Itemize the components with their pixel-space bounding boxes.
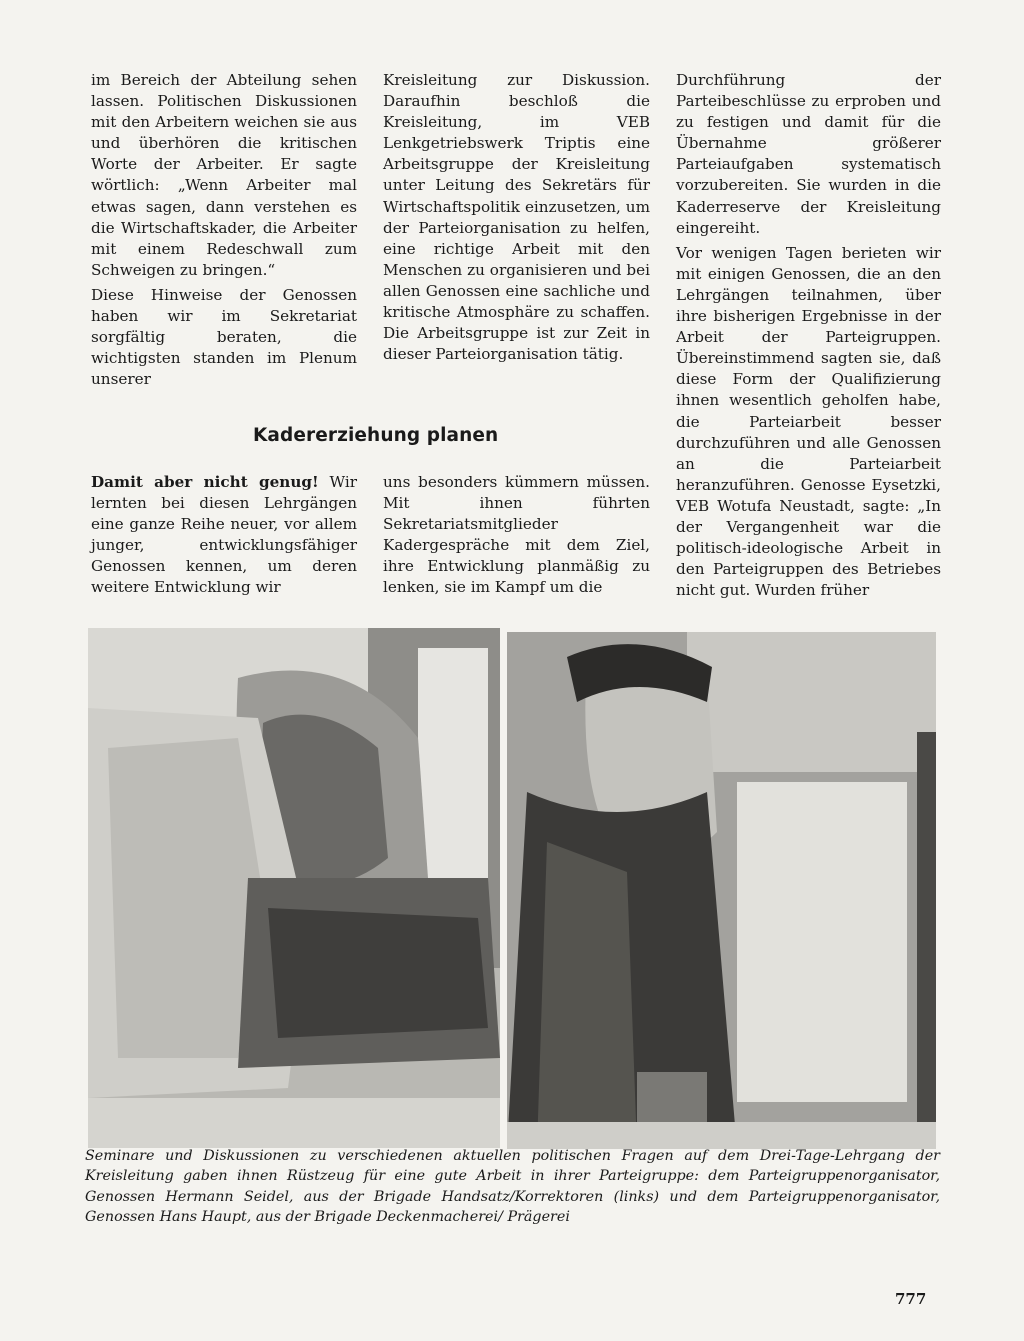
text-column-right — [676, 70, 941, 601]
photo-left-image — [88, 628, 500, 1148]
paragraph: Diese Hinweise der Genossen haben wir im Sekretariat sorgfältig beraten, die wichtigsten standen im Plenum unserer — [91, 285, 357, 389]
paragraph: im Bereich der Abteilung sehen lassen. Politischen Diskussionen mit den Arbeitern weichen sie aus und überhören die kritischen Worte der Arbeiter. Er sagte wörtlich: „Wenn Arbeiter mal etwas sagen, dann verstehen es die Wirtschaftskader, die Arbeiter mit einem Redeschwall zum Schweigen zu bringen.“ — [91, 71, 357, 279]
section-heading: Kadererziehung planen — [253, 425, 499, 446]
paragraph: Durchführung der Parteibeschlüsse zu erproben und zu festigen und damit für die Übernahme größerer Parteiaufgaben systematisch vorzubereiten. Sie wurden in die Kaderreserve der Kreisleitung eingereiht. — [676, 71, 941, 237]
paragraph: Vor wenigen Tagen berieten wir mit einigen Genossen, die an den Lehrgängen teilnahmen, über ihre bisherigen Ergebnisse in der Arbeit der Parteigruppen. Übereinstimmend sagten sie, daß diese Form der Qualifizierung ihnen wesentlich geholfen habe, die Parteiarbeit besser durchzuführen und alle Genossen an die Parteiarbeit heranzuführen. Genosse Eysetzki, VEB Wotufa Neustadt, sagte: „In der Vergangenheit war die politisch-ideologische Arbeit in den Parteigruppen des Betriebes nicht gut. Wurden früher — [676, 243, 941, 600]
text-column-top-left — [91, 70, 357, 390]
photo-left — [88, 628, 500, 1148]
paragraph — [91, 472, 357, 599]
photo-right-image — [507, 632, 936, 1149]
lead-in-text: Damit aber nicht genug! — [91, 473, 319, 491]
text-column-bottom-left — [91, 472, 357, 599]
text-column-top-middle — [383, 70, 650, 365]
page-number: 777 — [895, 1290, 927, 1308]
text-column-bottom-middle — [383, 472, 650, 599]
paragraph: uns besonders kümmern müssen. Mit ihnen führten Sekretariatsmitglieder Kadergespräche mit dem Ziel, ihre Entwicklung planmäßig zu lenken, sie im Kampf um die — [383, 473, 650, 597]
paragraph: Kreisleitung zur Diskussion. Daraufhin beschloß die Kreisleitung, im VEB Lenkgetriebswerk Triptis eine Arbeitsgruppe der Kreisleitung unter Leitung des Sekretärs für Wirtschaftspolitik einzusetzen, um der Parteiorganisation zu helfen, eine richtige Arbeit mit den Menschen zu organisieren und bei allen Genossen eine sachliche und kritische Atmosphäre zu schaffen. Die Arbeitsgruppe ist zur Zeit in dieser Parteiorganisation tätig. — [383, 71, 650, 364]
photo-right — [507, 632, 936, 1149]
paragraph-text: Wir lernten bei diesen Lehrgängen eine ganze Reihe neuer, vor allem junger, entwicklungsfähiger Genossen kennen, um deren weitere Entwicklung wir — [91, 473, 357, 597]
photo-caption: Seminare und Diskussionen zu verschiedenen aktuellen politischen Fragen auf dem Drei-Tage-Lehrgang der Kreisleitung gaben ihnen Rüstzeug für eine gute Arbeit in ihrer Parteigruppe: dem Parteigruppenorganisator, Genossen Hermann Seidel, aus der Brigade Handsatz/Korrektoren (links) und dem Parteigruppenorganisator, Genossen Hans Haupt, aus der Brigade Deckenmacherei/ Prägerei — [85, 1148, 940, 1226]
